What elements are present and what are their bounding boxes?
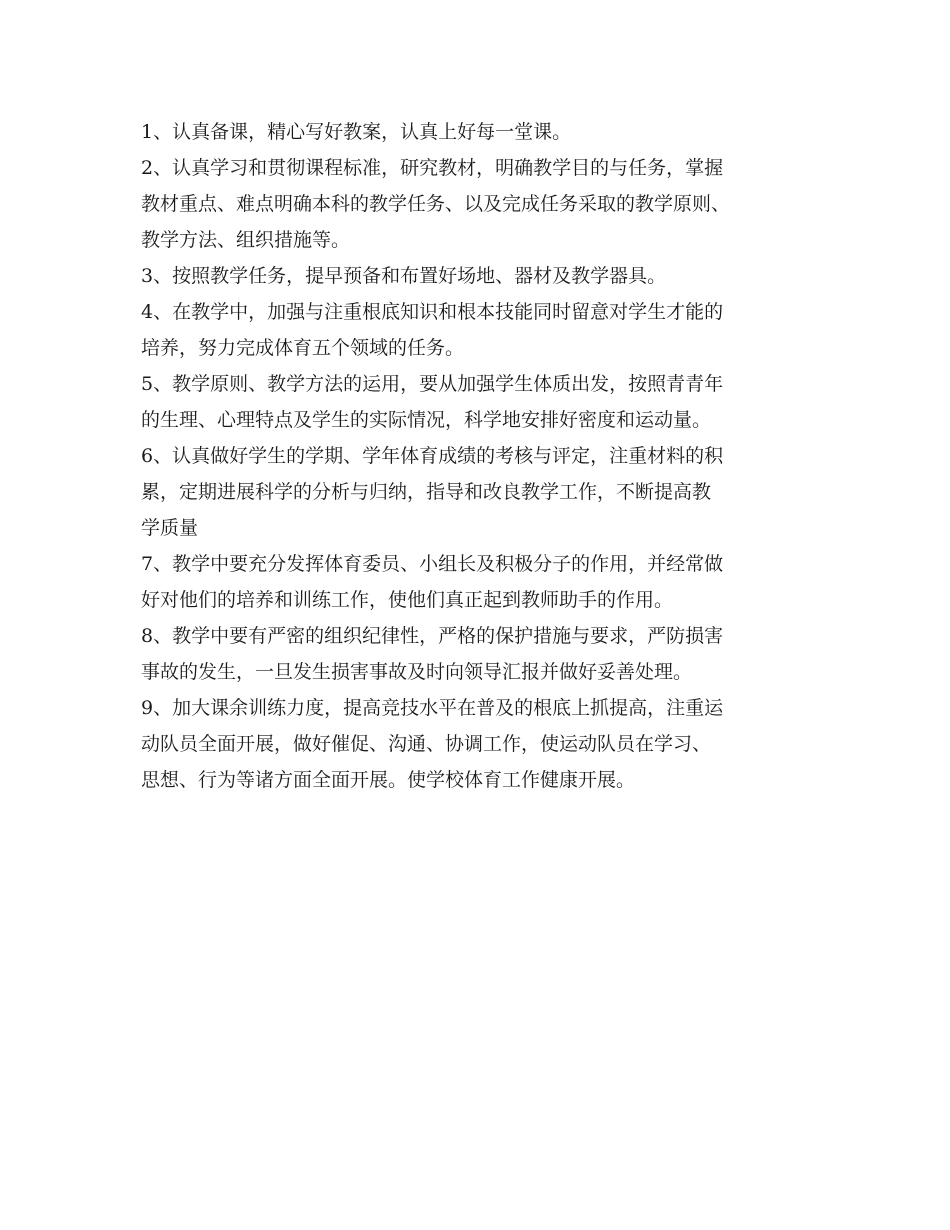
text-line-6: 4、在教学中，加强与注重根底知识和根本技能同时留意对学生才能的 bbox=[141, 301, 724, 323]
text-line-10: 6、认真做好学生的学期、学年体育成绩的考核与评定，注重材料的积 bbox=[141, 445, 724, 467]
text-line-13: 7、教学中要充分发挥体育委员、小组长及积极分子的作用，并经常做 bbox=[141, 553, 724, 575]
text-line-4: 教学方法、组织措施等。 bbox=[141, 229, 351, 251]
text-line-9: 的生理、心理特点及学生的实际情况，科学地安排好密度和运动量。 bbox=[141, 409, 712, 431]
text-line-12: 学质量 bbox=[141, 517, 199, 539]
text-line-2: 2、认真学习和贯彻课程标准，研究教材，明确教学目的与任务，掌握 bbox=[141, 157, 724, 179]
document-body bbox=[141, 114, 841, 798]
text-line-19: 思想、行为等诸方面全面开展。使学校体育工作健康开展。 bbox=[141, 769, 636, 791]
text-line-1: 1、认真备课，精心写好教案，认真上好每一堂课。 bbox=[141, 121, 572, 143]
text-line-3: 教材重点、难点明确本科的教学任务、以及完成任务采取的教学原则、 bbox=[141, 193, 731, 215]
text-line-11: 累，定期进展科学的分析与归纳，指导和改良教学工作，不断提高教 bbox=[141, 481, 712, 503]
text-line-7: 培养，努力完成体育五个领域的任务。 bbox=[141, 337, 465, 359]
text-line-16: 事故的发生，一旦发生损害事故及时向领导汇报并做好妥善处理。 bbox=[141, 661, 693, 683]
text-line-5: 3、按照教学任务，提早预备和布置好场地、器材及教学器具。 bbox=[141, 265, 667, 287]
text-line-18: 动队员全面开展，做好催促、沟通、协调工作，使运动队员在学习、 bbox=[141, 733, 712, 755]
text-line-17: 9、加大课余训练力度，提高竞技水平在普及的根底上抓提高，注重运 bbox=[141, 697, 724, 719]
text-line-15: 8、教学中要有严密的组织纪律性，严格的保护措施与要求，严防损害 bbox=[141, 625, 724, 647]
text-line-14: 好对他们的培养和训练工作，使他们真正起到教师助手的作用。 bbox=[141, 589, 674, 611]
text-line-8: 5、教学原则、教学方法的运用，要从加强学生体质出发，按照青青年 bbox=[141, 373, 724, 395]
